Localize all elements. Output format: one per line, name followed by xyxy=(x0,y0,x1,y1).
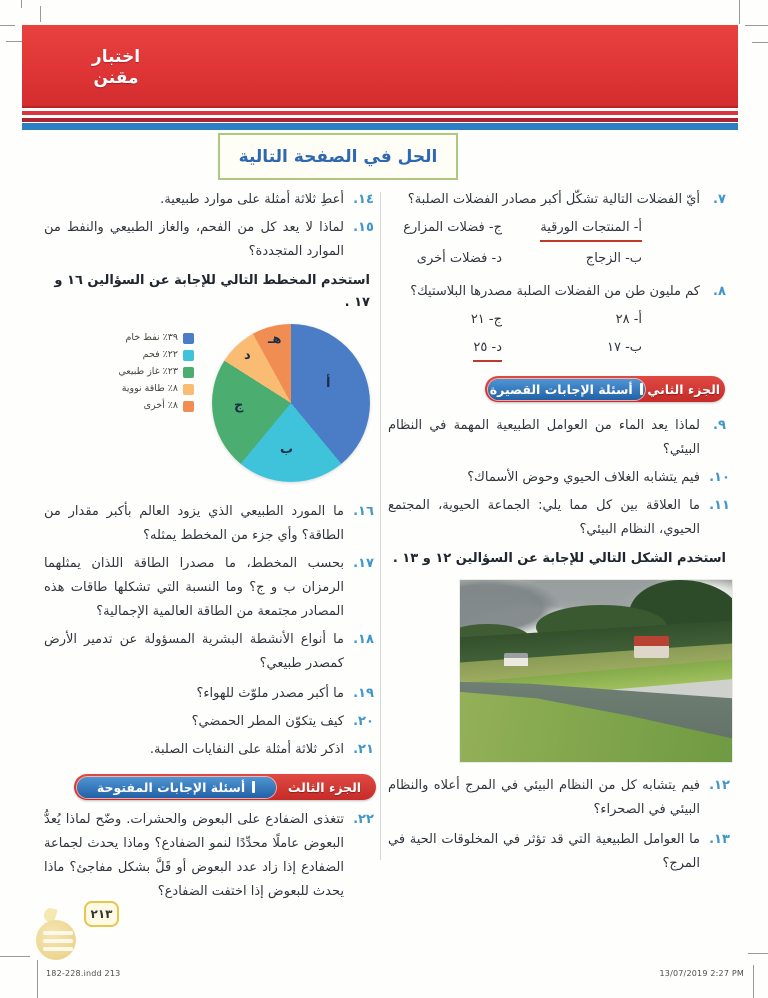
question-7 xyxy=(388,188,732,212)
part3-label: الجزء الثالث xyxy=(287,779,362,795)
legend-swatch xyxy=(183,384,194,395)
question-13-text: ما العوامل الطبيعية التي قد تؤثر في المخلوقات الحية في المرج؟ xyxy=(388,832,700,871)
question-10 xyxy=(388,466,732,490)
publisher-logo-watermark xyxy=(36,912,80,964)
legend-label: ٣٩٪ نفط خام xyxy=(125,332,178,343)
legend-label: ٢٣٪ غاز طبيعي xyxy=(118,366,178,377)
legend-swatch xyxy=(183,367,194,378)
question-8-text: كم مليون طن من الفضلات الصلبة مصدرها البلاستيك؟ xyxy=(410,284,700,299)
pie-slice-label: أ xyxy=(326,376,331,391)
question-7-number: ٧. xyxy=(713,192,726,207)
question-21-text: اذكر ثلاثة أمثلة على النفايات الصلبة. xyxy=(149,742,344,757)
right-column xyxy=(388,188,732,876)
question-10-number: ١٠. xyxy=(709,470,730,485)
legend-label: ٨٪ أخرى xyxy=(143,400,178,411)
question-9 xyxy=(388,414,732,462)
print-timestamp: 13/07/2019 2:27 PM xyxy=(659,969,744,978)
question-14-text: أعطِ ثلاثة أمثلة على موارد طبيعية. xyxy=(160,192,344,207)
legend-item xyxy=(118,349,194,361)
pie-slice-label: ب xyxy=(280,442,294,457)
part2-label: الجزء الثاني xyxy=(647,381,721,397)
crop-mark xyxy=(752,42,768,43)
question-16 xyxy=(44,500,376,548)
question-22-number: ٢٢. xyxy=(353,812,374,827)
question-11-number: ١١. xyxy=(709,498,730,513)
question-13 xyxy=(388,828,732,876)
logo-stripe xyxy=(43,931,73,935)
q7-option-d: د- فضلات أخرى xyxy=(416,251,502,266)
section-banner-part2 xyxy=(485,376,725,402)
question-15-number: ١٥. xyxy=(353,220,374,235)
crop-mark xyxy=(748,953,768,954)
part3-title: أسئلة الإجابات المفتوحة xyxy=(96,779,246,795)
page-title-line2: مقنن xyxy=(93,68,139,88)
q7-option-a: أ- المنتجات الورقية xyxy=(540,216,642,242)
question-22 xyxy=(44,808,376,904)
legend-label: ٨٪ طاقة نووية xyxy=(121,383,178,394)
legend-item xyxy=(118,332,194,344)
question-16-text: ما المورد الطبيعي الذي يزود العالم بأكبر مقدار من الطاقة؟ وأي جزء من المخطط يمثله؟ xyxy=(44,504,344,543)
question-18-text: ما أنواع الأنشطة البشرية المسؤولة عن تدمير الأرض كمصدر طبيعي؟ xyxy=(44,632,344,671)
question-14 xyxy=(44,188,376,212)
part3-title-pill xyxy=(77,777,276,798)
question-20-number: ٢٠. xyxy=(353,714,374,729)
question-9-number: ٩. xyxy=(713,418,726,433)
page-title xyxy=(74,47,158,89)
pie-wrap xyxy=(212,324,370,482)
q8-option-c: ج- ٢١ xyxy=(470,312,502,327)
pie-slice-label: هـ xyxy=(268,332,282,347)
question-12-number: ١٢. xyxy=(709,778,730,793)
legend-swatch xyxy=(183,401,194,412)
banner-tick-icon xyxy=(640,383,643,395)
legend-swatch xyxy=(183,350,194,361)
question-12-text: فيم يتشابه كل من النظام البيئي في المرج أعلاه والنظام البيئي في الصحراء؟ xyxy=(388,778,700,817)
question-17-text: بحسب المخطط، ما مصدرا الطاقة اللذان يمثلهما الرمزان ب و ج؟ وما النسبة التي تشكلها طاقات هذه المصادر مجتمعة من الطاقة العالمية الإجمالية؟ xyxy=(44,556,344,619)
pie-slice-label: ج xyxy=(234,398,244,413)
header-banner xyxy=(22,25,738,108)
question-15 xyxy=(44,216,376,264)
question-19 xyxy=(44,682,376,706)
q8-option-b: ب- ١٧ xyxy=(606,340,642,355)
part2-title: أسئلة الإجابات القصيرة xyxy=(489,381,633,397)
print-file-note: 182-228.indd 213 xyxy=(46,969,121,978)
legend-item xyxy=(118,383,194,395)
banner-tick-icon xyxy=(252,781,255,793)
page-number-box xyxy=(84,901,119,927)
meadow-river-photo xyxy=(460,580,732,762)
logo-stripe xyxy=(43,939,73,943)
left-column xyxy=(44,188,376,904)
question-21 xyxy=(44,738,376,762)
decor-stripe-red xyxy=(22,111,738,115)
decor-stripe-blue xyxy=(22,123,738,130)
page-number: ٢١٣ xyxy=(90,907,113,921)
legend-swatch xyxy=(183,333,194,344)
logo-stripe xyxy=(43,947,73,951)
photo-white-house xyxy=(504,653,528,666)
question-20 xyxy=(44,710,376,734)
question-12 xyxy=(388,774,732,822)
legend-item xyxy=(118,366,194,378)
question-16-number: ١٦. xyxy=(353,504,374,519)
question-8-number: ٨. xyxy=(713,284,726,299)
chart-instruction: استخدم المخطط التالي للإجابة عن السؤالين ١٦ و ١٧ . xyxy=(54,273,370,310)
crop-mark xyxy=(40,6,41,22)
question-7-text: أيّ الفضلات التالية تشكّل أكبر مصادر الفضلات الصلبة؟ xyxy=(407,192,700,207)
pie-legend xyxy=(118,332,194,490)
crop-mark xyxy=(0,25,15,26)
q7-option-b: ب- الزجاج xyxy=(585,251,642,266)
q8-option-d: د- ٢٥ xyxy=(473,336,502,362)
crop-mark xyxy=(753,965,754,998)
q7-option-c: ج- فضلات المزارع xyxy=(403,220,502,235)
section-banner-part3 xyxy=(74,774,376,800)
question-7-options xyxy=(388,216,732,270)
question-9-text: لماذا يعد الماء من العوامل الطبيعية المهمة في النظام البيئي؟ xyxy=(388,418,700,457)
question-15-text: لماذا لا يعد كل من الفحم، والغاز الطبيعي والنفط من الموارد المتجددة؟ xyxy=(44,220,344,259)
part2-title-pill xyxy=(488,379,645,400)
question-18-number: ١٨. xyxy=(353,632,374,647)
crop-mark xyxy=(739,0,740,24)
question-8 xyxy=(388,280,732,304)
question-18 xyxy=(44,628,376,676)
energy-pie-chart-figure xyxy=(44,322,376,490)
crop-mark xyxy=(6,41,23,42)
decor-stripe-darkred xyxy=(22,118,738,122)
solution-note-box xyxy=(218,133,458,180)
question-11 xyxy=(388,494,732,542)
question-14-number: ١٤. xyxy=(353,192,374,207)
question-19-number: ١٩. xyxy=(353,686,374,701)
figure-instruction: استخدم الشكل التالي للإجابة عن السؤالين ١٢ و ١٣ . xyxy=(392,551,726,566)
logo-circle xyxy=(36,920,76,960)
crop-mark xyxy=(37,960,38,998)
question-21-number: ٢١. xyxy=(353,742,374,757)
crop-mark xyxy=(745,25,768,26)
question-10-text: فيم يتشابه الغلاف الحيوي وحوض الأسماك؟ xyxy=(467,470,700,485)
question-17 xyxy=(44,552,376,624)
solution-note-text: الحل في الصفحة التالية xyxy=(238,146,438,167)
question-22-text: تتغذى الضفادع على البعوض والحشرات. وضّح لماذا يُعدُّ البعوض عاملًا محدِّدًا لنمو الضفادع؟ وماذا يحدث لجماعة الضفادع إذا زاد عدد البعوض أو قَلَّ بشكل مفاجئ؟ ماذا يحدث للبعوض إذا اختفت الضفادع؟ xyxy=(44,812,344,899)
column-divider xyxy=(380,192,381,860)
photo-red-roof-house xyxy=(634,636,669,658)
q8-option-a: أ- ٢٨ xyxy=(615,312,642,327)
question-20-text: كيف يتكوّن المطر الحمضي؟ xyxy=(191,714,344,729)
legend-label: ٢٢٪ فحم xyxy=(142,349,178,360)
crop-mark xyxy=(21,0,22,8)
question-8-options xyxy=(388,308,732,362)
crop-mark xyxy=(0,956,30,957)
pie-slice-label: د xyxy=(244,348,251,363)
legend-item xyxy=(118,400,194,412)
question-13-number: ١٣. xyxy=(709,832,730,847)
question-11-text: ما العلاقة بين كل مما يلي: الجماعة الحيوية، المجتمع الحيوي، النظام البيئي؟ xyxy=(388,498,700,537)
page-title-line1: اختبار xyxy=(91,47,141,67)
question-19-text: ما أكبر مصدر ملوّث للهواء؟ xyxy=(196,686,344,701)
question-17-number: ١٧. xyxy=(353,556,374,571)
